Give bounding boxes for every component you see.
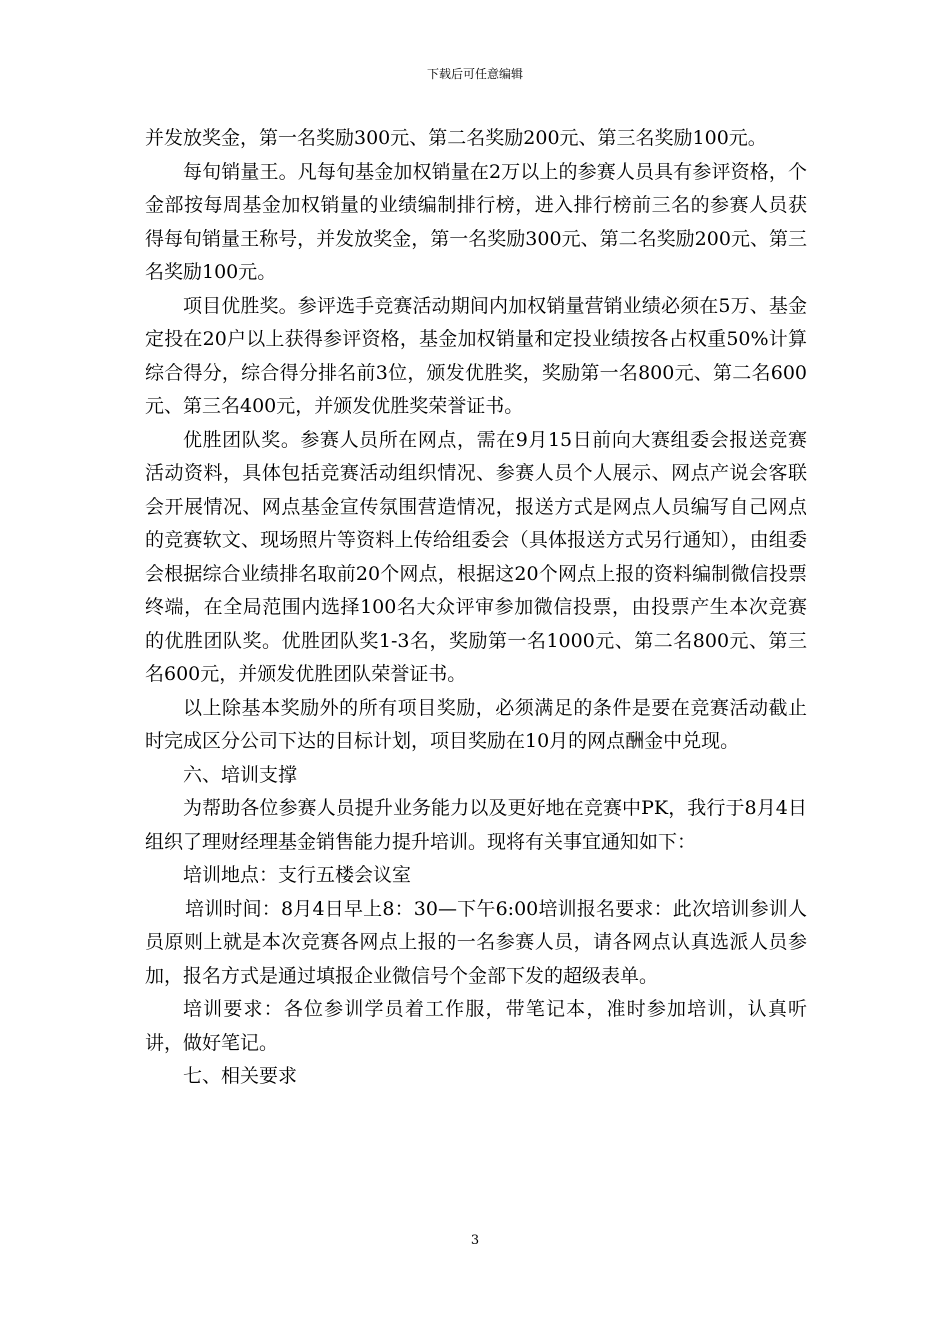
paragraph-prize-continuation: 并发放奖金，第一名奖励300元、第二名奖励200元、第三名奖励100元。 <box>145 127 767 149</box>
paragraph-sales-king: 每旬销量王。凡每旬基金加权销量在2万以上的参赛人员具有参评资格，个金部按每周基金加权销量的业绩编制排行榜，进入排行榜前三名的参赛人员获得每旬销量王称号，并发放奖金，第一名奖励300元、第二名奖励200元、第三名奖励100元。 <box>145 160 807 283</box>
paragraph-training-requirements: 培训要求：各位参训学员着工作服，带笔记本，准时参加培训，认真听讲，做好笔记。 <box>145 998 807 1054</box>
section-heading-requirements: 七、相关要求 <box>183 1065 298 1087</box>
page-number: 3 <box>470 1233 480 1248</box>
paragraph-training-intro: 为帮助各位参赛人员提升业务能力以及更好地在竞赛中PK，我行于8月4日组织了理财经理基金销售能力提升培训。现将有关事宜通知如下： <box>145 797 807 853</box>
paragraph-award-conditions: 以上除基本奖励外的所有项目奖励，必须满足的条件是要在竞赛活动截止时完成区分公司下达的目标计划，项目奖励在10月的网点酬金中兑现。 <box>145 696 807 752</box>
paragraph-team-award: 优胜团队奖。参赛人员所在网点，需在9月15日前向大赛组委会报送竞赛活动资料，具体包括竞赛活动组织情况、参赛人员个人展示、网点产说会客联会开展情况、网点基金宣传氛围营造情况，报送方式是网点人员编写自己网点的竞赛软文、现场照片等资料上传给组委会（具体报送方式另行通知），由组委会根据综合业绩排名取前20个网点，根据这20个网点上报的资料编制微信投票终端，在全局范围内选择100名大众评审参加微信投票，由投票产生本次竞赛的优胜团队奖。优胜团队奖1-3名，奖励第一名1000元、第二名800元、第三名600元，并颁发优胜团队荣誉证书。 <box>145 428 807 685</box>
paragraph-project-award: 项目优胜奖。参评选手竞赛活动期间内加权销量营销业绩必须在5万、基金定投在20户以上获得参评资格，基金加权销量和定投业绩按各占权重50%计算综合得分，综合得分排名前3位，颁发优胜奖，奖励第一名800元、第二名600元、第三名400元，并颁发优胜奖荣誉证书。 <box>145 294 807 417</box>
page-header: 下载后可任意编辑 <box>426 67 523 81</box>
paragraph-training-location: 培训地点：支行五楼会议室 <box>183 864 412 886</box>
paragraph-training-time: 培训时间：8月4日早上8：30—下午6:00培训报名要求：此次培训参训人员原则上就是本次竞赛各网点上报的一名参赛人员，请各网点认真选派人员参加，报名方式是通过填报企业微信号个金部下发的超级表单。 <box>145 897 807 987</box>
document-body <box>145 122 807 1094</box>
section-heading-training: 六、培训支撑 <box>183 763 298 786</box>
